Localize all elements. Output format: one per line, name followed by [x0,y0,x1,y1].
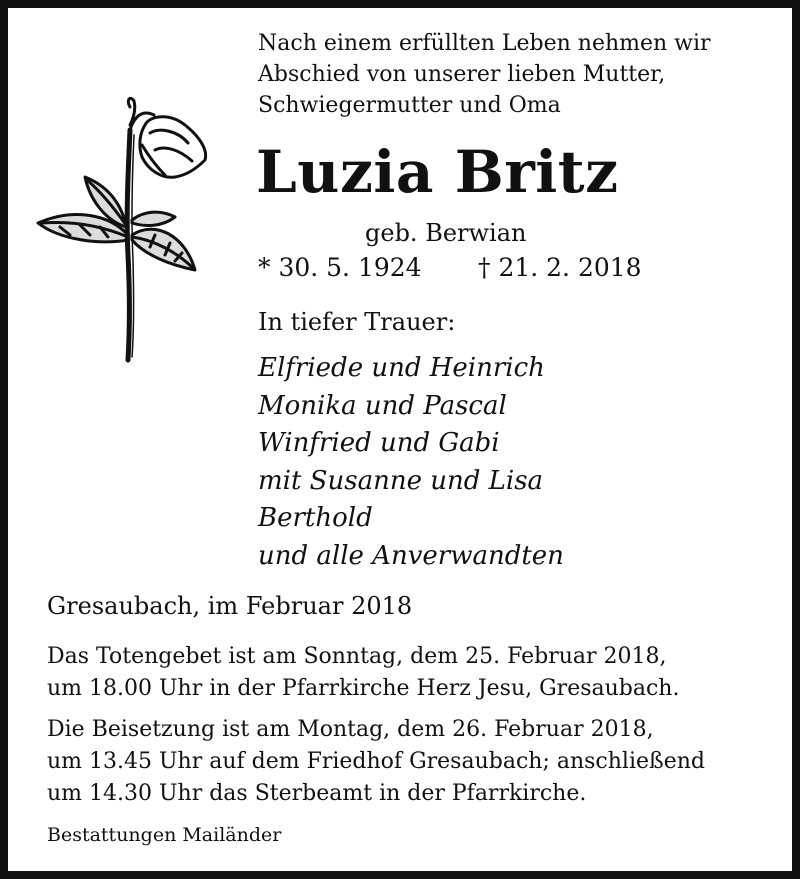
prayer-line: um 18.00 Uhr in der Pfarrkirche Herz Jesu, Gresaubach. [47,676,680,701]
intro-line: Nach einem erfüllten Leben nehmen wir [258,31,711,56]
mourner-line: und alle Anverwandten [258,540,564,571]
deceased-name: Luzia Britz [256,138,619,206]
intro-text [258,28,711,121]
intro-line: Schwiegermutter und Oma [258,93,561,118]
life-dates [258,253,642,282]
place-date: Gresaubach, im Februar 2018 [47,592,413,620]
mourner-line: Berthold [258,503,373,533]
prayer-paragraph [47,641,679,705]
death-date: † 21. 2. 2018 [478,253,642,282]
undertaker-name: Bestattungen Mailänder [47,824,282,846]
rose-icon [30,95,210,370]
mourner-list [258,350,564,575]
birth-date: * 30. 5. 1924 [258,253,422,282]
funeral-line: um 13.45 Uhr auf dem Friedhof Gresaubach; anschließend [47,749,705,774]
maiden-name: geb. Berwian [365,219,527,247]
funeral-paragraph [47,714,705,810]
intro-line: Abschied von unserer lieben Mutter, [258,62,666,87]
mourning-heading: In tiefer Trauer: [258,308,456,336]
mourner-line: Elfriede und Heinrich [258,353,545,383]
mourner-line: Winfried und Gabi [258,428,500,458]
mourner-line: Monika und Pascal [258,390,507,421]
funeral-line: um 14.30 Uhr das Sterbeamt in der Pfarrkirche. [47,781,587,806]
funeral-line: Die Beisetzung ist am Montag, dem 26. Februar 2018, [47,717,654,742]
mourner-line: mit Susanne und Lisa [258,465,544,496]
prayer-line: Das Totengebet ist am Sonntag, dem 25. Februar 2018, [47,644,667,669]
